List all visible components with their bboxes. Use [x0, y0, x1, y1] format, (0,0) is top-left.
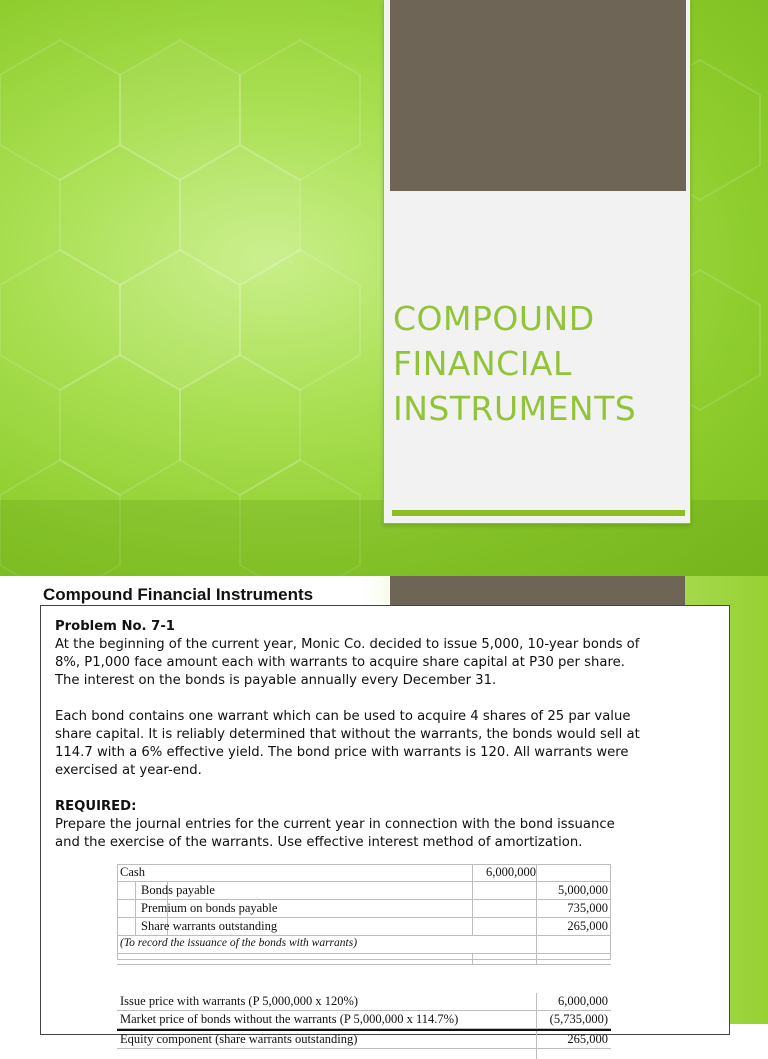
required-label: REQUIRED:	[55, 799, 137, 814]
journal-entry-table	[117, 864, 611, 965]
slide-heading: Compound Financial Instruments	[43, 585, 314, 604]
journal-memo: (To record the issuance of the bonds with warrants)	[120, 937, 358, 949]
journal-row-credit	[117, 918, 611, 936]
journal-memo-row	[117, 936, 611, 954]
journal-blank-row	[117, 954, 611, 965]
paragraph2-line: share capital. It is reliably determined that without the warrants, the bonds would sell at	[55, 727, 640, 742]
computation-label: Issue price with warrants (P 5,000,000 x 120%)	[120, 994, 359, 1008]
problem-content-box	[40, 605, 730, 1046]
journal-credit-amount: 265,000	[567, 919, 608, 933]
journal-credit-account: Share warrants outstanding	[141, 919, 278, 933]
journal-credit-account: Bonds payable	[141, 883, 215, 897]
journal-credit-amount: 5,000,000	[558, 883, 608, 897]
journal-credit-amount: 735,000	[567, 901, 608, 915]
slide-title-line-1: COMPOUND	[393, 299, 595, 338]
journal-credit-account: Premium on bonds payable	[141, 901, 278, 915]
title-image-placeholder	[390, 0, 686, 191]
journal-debit-account: Cash	[120, 865, 145, 879]
computation-amount: 265,000	[567, 1032, 608, 1046]
paragraph1-line: The interest on the bonds is payable annually every December 31.	[55, 673, 497, 688]
problem-slide	[0, 576, 768, 1046]
paragraph1-line: 8%, P1,000 face amount each with warrants to acquire share capital at P30 per share.	[55, 655, 625, 670]
required-line: Prepare the journal entries for the current year in connection with the bond issuance	[55, 817, 615, 832]
journal-row-debit	[117, 864, 611, 882]
journal-row-credit	[117, 900, 611, 918]
paragraph2-line: exercised at year-end.	[55, 763, 202, 778]
slide-title-line-2: FINANCIAL	[393, 344, 572, 383]
slide-title-line-3: INSTRUMENTS	[393, 389, 637, 428]
computation-label: Market price of bonds without the warrants (P 5,000,000 x 114.7%)	[120, 1012, 459, 1026]
journal-row-credit	[117, 882, 611, 900]
computation-blank-row	[117, 1049, 611, 1059]
paragraph1-line: At the beginning of the current year, Monic Co. decided to issue 5,000, 10-year bonds of	[55, 637, 640, 652]
computation-amount: (5,735,000)	[549, 1012, 608, 1026]
title-card	[383, 0, 691, 524]
computation-label: Equity component (share warrants outstanding)	[120, 1032, 358, 1046]
required-line: and the exercise of the warrants. Use effective interest method of amortization.	[55, 835, 583, 850]
computation-row	[117, 993, 611, 1011]
problem-text	[55, 618, 725, 852]
computation-row	[117, 1011, 611, 1029]
paragraph2-line: Each bond contains one warrant which can be used to acquire 4 shares of 25 par value	[55, 709, 631, 724]
problem-label: Problem No. 7-1	[55, 619, 175, 634]
computation-total-row	[117, 1029, 611, 1049]
paragraph2-line: 114.7 with a 6% effective yield. The bond price with warrants is 120. All warrants were	[55, 745, 629, 760]
computation-amount: 6,000,000	[558, 994, 608, 1008]
journal-debit-amount: 6,000,000	[486, 865, 536, 879]
title-accent-rule	[392, 510, 685, 516]
equity-computation-table	[117, 993, 611, 1059]
slide-title	[393, 296, 683, 431]
